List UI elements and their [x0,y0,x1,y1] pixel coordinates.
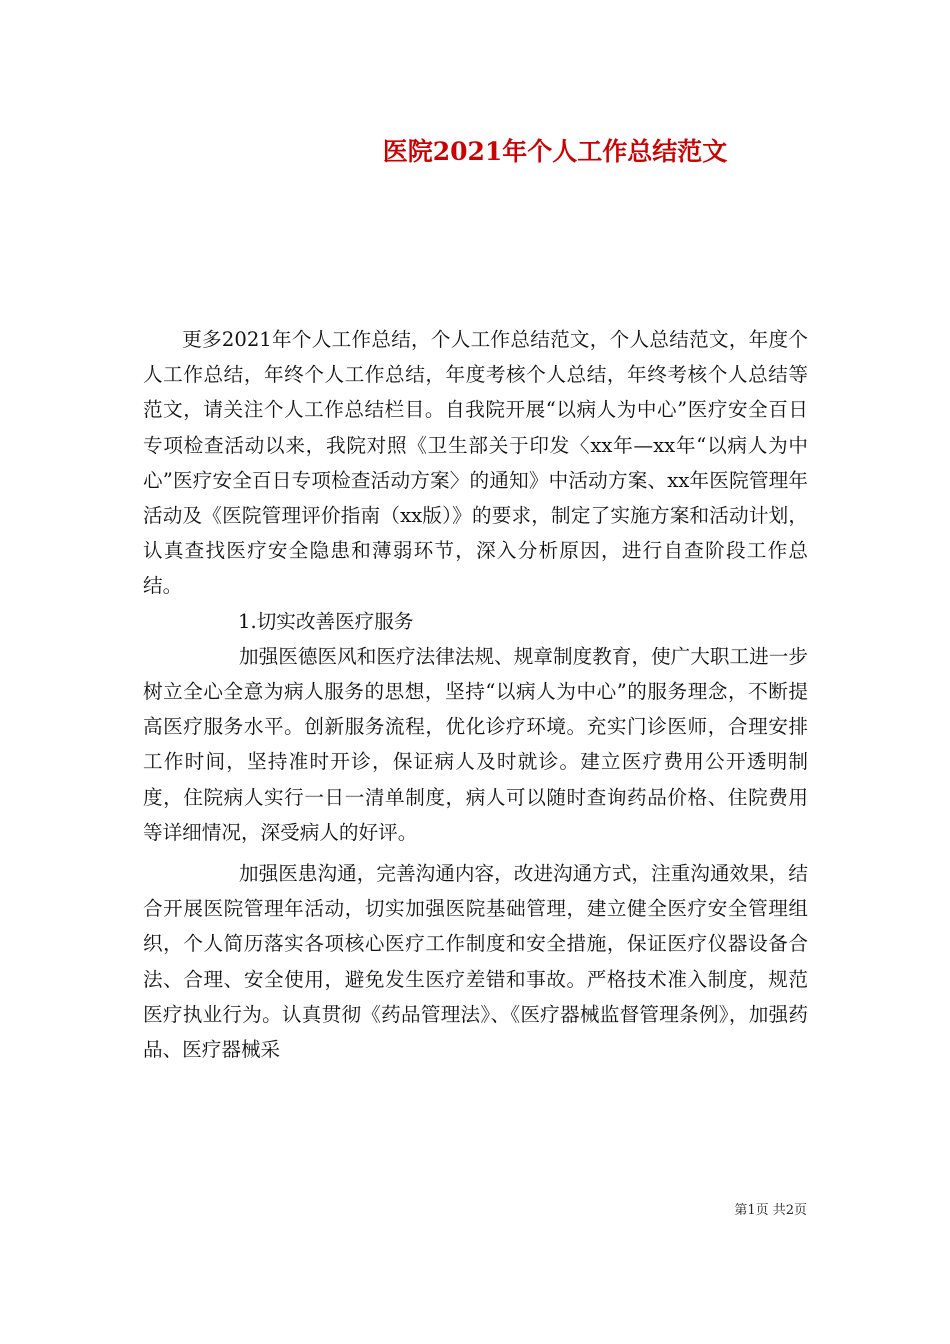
page-number: 第1页 共2页 [734,1203,807,1218]
section-heading: 1.切实改善医疗服务 [238,609,414,633]
body-paragraph: 加强医德医风和医疗法律法规、规章制度教育，使广大职工进一步树立全心全意为病人服务的思想，坚持“以病人为中心”的服务理念，不断提高医疗服务水平。创新服务流程，优化诊疗环境。充实门诊医师，合理安排工作时间，坚持准时开诊，保证病人及时就诊。建立医疗费用公开透明制度，住院病人实行一日一清单制度，病人可以随时查询药品价格、住院费用等详细情况，深受病人的好评。 [143,644,808,844]
body-paragraph: 加强医患沟通，完善沟通内容，改进沟通方式，注重沟通效果，结合开展医院管理年活动，切实加强医院基础管理，建立健全医疗安全管理组织，个人简历落实各项核心医疗工作制度和安全措施，保证医疗仪器设备合法、合理、安全使用，避免发生医疗差错和事故。严格技术准入制度，规范医疗执业行为。认真贯彻《药品管理法》、《医疗器械监督管理条例》，加强药品、医疗器械采 [143,862,808,1062]
document-body [143,322,808,1067]
document-title: 医院2021年个人工作总结范文 [382,137,728,166]
intro-paragraph: 更多2021年个人工作总结，个人工作总结范文，个人总结范文，年度个人工作总结，年终个人工作总结，年度考核个人总结，年终考核个人总结等范文，请关注个人工作总结栏目。自我院开展“以病人为中心”医疗安全百日专项检查活动以来，我院对照《卫生部关于印发〈xx年—xx年“以病人为中心”医疗安全百日专项检查活动方案〉的通知》中活动方案、xx年医院管理年活动及《医院管理评价指南（xx版）》的要求，制定了实施方案和活动计划，认真查找医疗安全隐患和薄弱环节，深入分析原因，进行自查阶段工作总结。 [143,328,808,598]
